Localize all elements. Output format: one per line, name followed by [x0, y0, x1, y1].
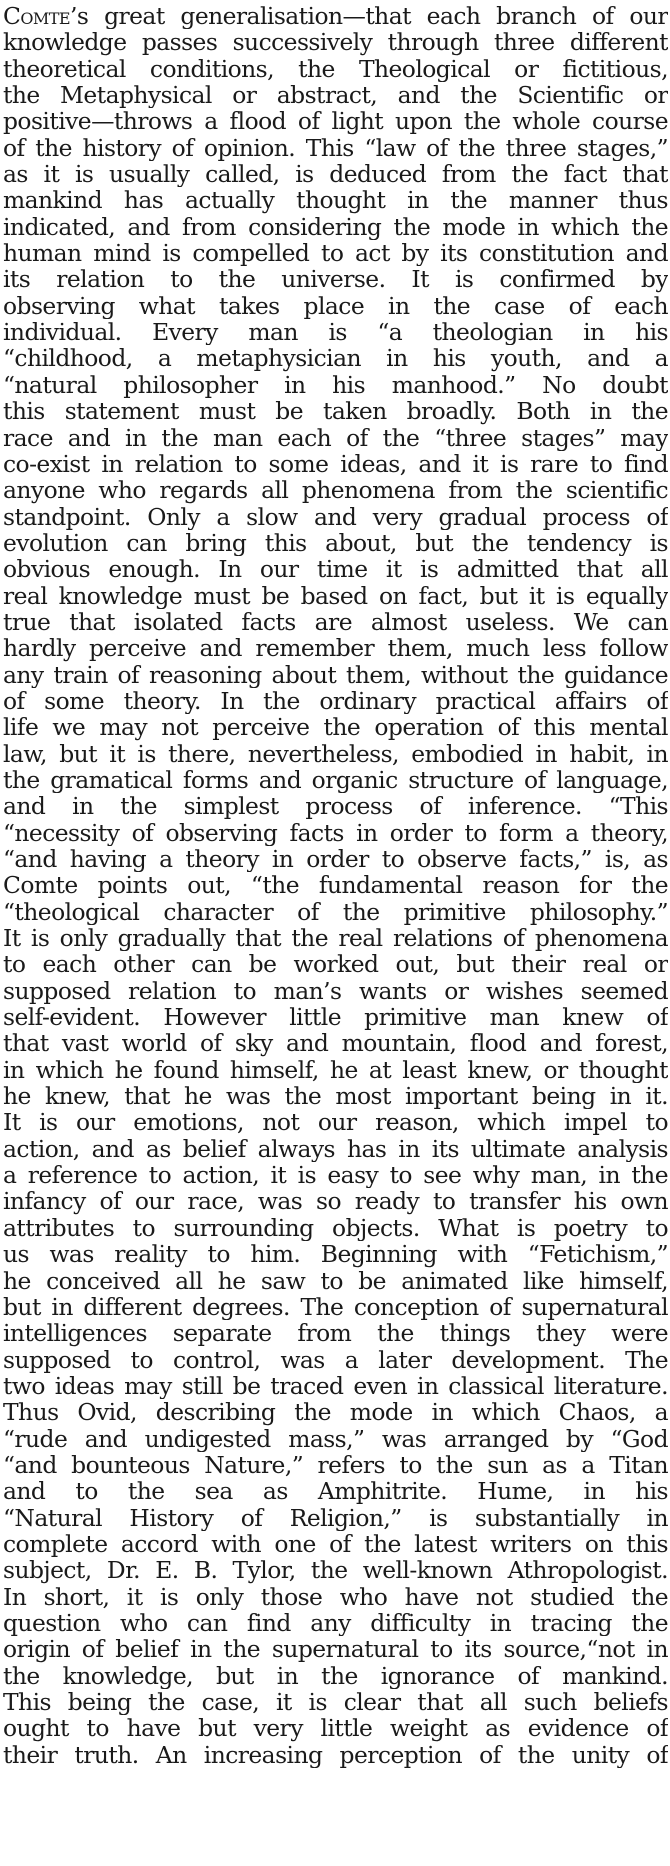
article-line: this statement must be taken broadly. Both in the — [3, 398, 668, 425]
article-line: to each other can be worked out, but their real or — [3, 951, 668, 978]
article-line: law, but it is there, nevertheless, embodied in habit, in — [3, 740, 668, 767]
article-line: that vast world of sky and mountain, flood and forest, — [3, 1030, 668, 1057]
article-line: indicated, and from considering the mode in which the — [3, 213, 668, 241]
article-line: “and bounteous Nature,” refers to the sun as a Titan — [3, 1451, 668, 1479]
article-line: true that isolated facts are almost useless. We can — [3, 608, 668, 636]
article-line: “theological character of the primitive philosophy.” — [3, 898, 668, 926]
article-line: “childhood, a metaphysician in his youth, and a — [3, 345, 668, 372]
article-line: evolution can bring this about, but the tendency is — [3, 529, 668, 557]
article-line: In short, it is only those who have not studied the — [3, 1583, 668, 1610]
article-line: co-exist in relation to some ideas, and it is rare to find — [3, 450, 668, 478]
article-line: Thus Ovid, describing the mode in which Chaos, a — [3, 1399, 668, 1426]
article-line: he knew, that he was the most important being in it. — [3, 1083, 668, 1110]
article-line: question who can find any difficulty in tracing the — [3, 1609, 668, 1637]
article-line: life we may not perceive the operation of this mental — [3, 714, 668, 741]
article-line: “necessity of observing facts in order to form a theory, — [3, 819, 668, 846]
article-line: their truth. An increasing perception of the unity of — [3, 1741, 668, 1769]
article-line: obvious enough. In our time it is admitted that all — [3, 556, 668, 583]
article-line — [3, 3, 668, 29]
article-line: and to the sea as Amphitrite. Hume, in his — [3, 1478, 668, 1505]
article-column — [3, 3, 668, 1768]
article-line: complete accord with one of the latest writers on this — [3, 1530, 668, 1558]
article-line: two ideas may still be traced even in classical literature. — [3, 1372, 668, 1400]
line-text: ’s great generalisation—that each branch of our — [70, 3, 668, 30]
article-line: self-evident. However little primitive man knew of — [3, 1004, 668, 1031]
article-line: “and having a theory in order to observe facts,” is, as — [3, 846, 668, 873]
article-line: positive—throws a flood of light upon the whole course — [3, 108, 668, 135]
article-line: supposed to control, was a later development. The — [3, 1346, 668, 1373]
article-line: It is our emotions, not our reason, which impel to — [3, 1109, 668, 1136]
article-line: origin of belief in the supernatural to its source,“not in — [3, 1636, 668, 1663]
article-line: intelligences separate from the things they were — [3, 1320, 668, 1347]
article-line: real knowledge must be based on fact, but it is equally — [3, 582, 668, 609]
article-line: the Metaphysical or abstract, and the Scientific or — [3, 82, 668, 109]
article-line: attributes to surrounding objects. What is poetry to — [3, 1214, 668, 1242]
article-line: subject, Dr. E. B. Tylor, the well-known Athropologist. — [3, 1557, 668, 1584]
article-line: mankind has actually thought in the manner thus — [3, 187, 668, 214]
article-line: as it is usually called, is deduced from the fact that — [3, 161, 668, 188]
article-line: he conceived all he saw to be animated like himself, — [3, 1267, 668, 1294]
article-line: in which he found himself, he at least knew, or thought — [3, 1056, 668, 1084]
article-line: knowledge passes successively through three different — [3, 29, 668, 56]
article-line: “Natural History of Religion,” is substantially in — [3, 1504, 668, 1531]
article-line: human mind is compelled to act by its constitution and — [3, 240, 668, 267]
article-line: ought to have but very little weight as evidence of — [3, 1715, 668, 1742]
article-line: the gramatical forms and organic structure of language, — [3, 766, 668, 794]
article-line: individual. Every man is “a theologian in his — [3, 319, 668, 346]
article-line: This being the case, it is clear that all such beliefs — [3, 1689, 668, 1716]
article-line: “rude and undigested mass,” was arranged by “God — [3, 1425, 668, 1452]
article-line: any train of reasoning about them, without the guidance — [3, 661, 668, 688]
article-line: action, and as belief always has in its ultimate analysis — [3, 1135, 668, 1163]
article-line: standpoint. Only a slow and very gradual process of — [3, 503, 668, 530]
article-line: “natural philosopher in his manhood.” No doubt — [3, 371, 668, 399]
article-line: hardly perceive and remember them, much less follow — [3, 635, 668, 662]
article-line: theoretical conditions, the Theological or fictitious, — [3, 55, 668, 83]
article-line: anyone who regards all phenomena from the scientific — [3, 477, 668, 504]
article-line: It is only gradually that the real relations of phenomena — [3, 925, 668, 952]
article-line: of some theory. In the ordinary practical affairs of — [3, 687, 668, 715]
article-line: supposed relation to man’s wants or wishes seemed — [3, 977, 668, 1005]
article-line: infancy of our race, was so ready to transfer his own — [3, 1188, 668, 1215]
article-line: us was reality to him. Beginning with “Fetichism,” — [3, 1241, 668, 1268]
article-line: a reference to action, it is easy to see why man, in the — [3, 1162, 668, 1189]
article-line: Comte points out, “the fundamental reason for the — [3, 872, 668, 899]
article-line: the knowledge, but in the ignorance of mankind. — [3, 1662, 668, 1689]
article-line: and in the simplest process of inference. “This — [3, 793, 668, 820]
article-line: race and in the man each of the “three stages” may — [3, 424, 668, 451]
article-line: but in different degrees. The conception of supernatural — [3, 1293, 668, 1321]
article-line: observing what takes place in the case of each — [3, 292, 668, 320]
article-line: of the history of opinion. This “law of the three stages,” — [3, 134, 668, 162]
lead-word: Comte — [3, 3, 70, 30]
article-line: its relation to the universe. It is confirmed by — [3, 266, 668, 293]
